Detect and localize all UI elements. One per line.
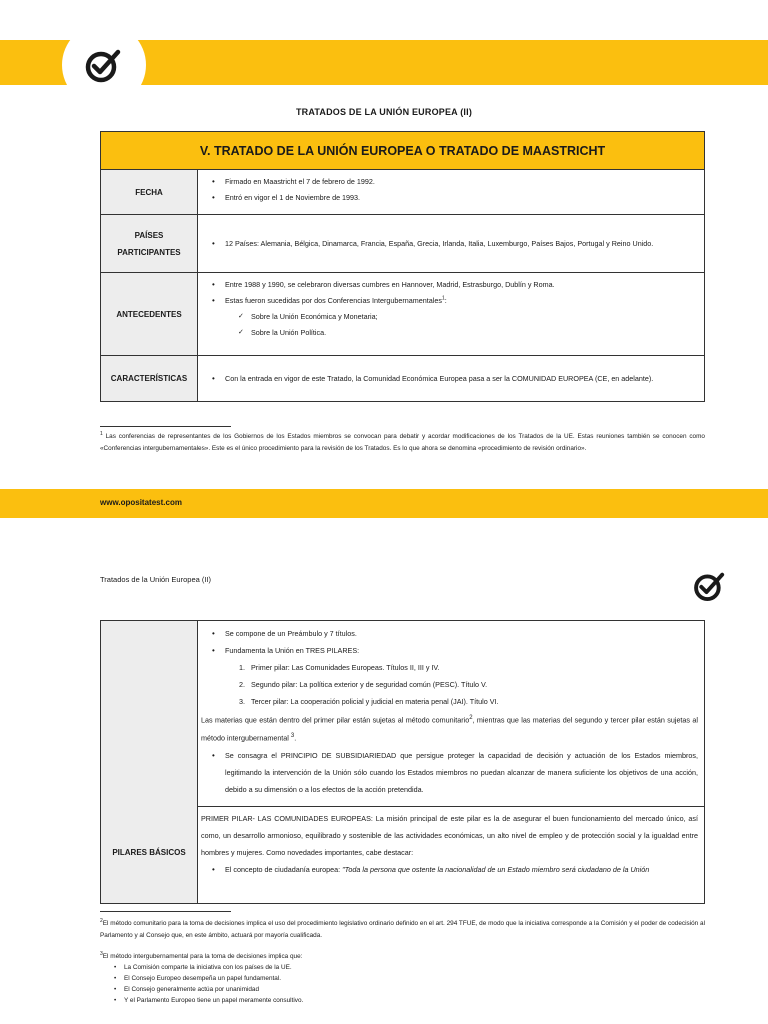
primer-pilar (198, 807, 704, 903)
website-link[interactable]: www.opositatest.com (100, 498, 182, 507)
pillar-item: 2. Segundo pilar: La política exterior y de seguridad común (PESC). Título V. (239, 680, 488, 689)
footnote-ref[interactable]: 2 (469, 715, 473, 721)
list-item: • Se consagra el PRINCIPIO DE SUBSIDIARIEDAD que persigue proteger la capacidad de decisión y actuación de los Estados miembros, legitimando la intervención de la Unión sólo cuando los Estados miembros no puedan alcanzar de manera suficiente los objetivos de una acción, debido a su dimensión o a los efectos de la acción pretendida. (212, 747, 698, 798)
footnote-3: $^3$El método intergubernamental para la toma de decisiones implica que: • La Comisión comparte la iniciativa con los países de la UE. • El Consejo Europeo desempeña un papel fundamental. • El Consejo generalmente actúa por unanimidad • Y el Parlamento Europeo tiene un papel meramente consultivo. (100, 951, 705, 1006)
check-item: ✓ Sobre la Unión Económica y Monetaria; (238, 309, 698, 325)
footnote-ref[interactable]: 3 (290, 733, 295, 740)
row-content (198, 215, 704, 272)
row-label: FECHA (101, 170, 198, 214)
list-item: • El concepto de ciudadanía europea: "Toda la persona que ostente la nacionalidad de un Estado miembro será ciudadano de la Unión (212, 861, 698, 878)
list-item: • Estas fueron sucedidas por dos Conferencias Intergubernamentales$^1$: (212, 293, 698, 309)
row-label: PILARES BÁSICOS (101, 621, 198, 903)
row-caracteristicas (101, 356, 704, 401)
pilares-structure (198, 621, 704, 807)
list-item: • La Comisión comparte la iniciativa con los países de la UE. (100, 962, 705, 973)
document-title: TRATADOS DE LA UNIÓN EUROPEA (II) (295, 107, 473, 117)
footnote-2: $^2$El método comunitario para la toma de decisiones implica el uso del procedimiento legislativo ordinario definido en el art. 294 TFUE, de modo que la iniciativa corresponde a la Comisión y el poder de codecisión al Parlamento y al Consejo que, en este ámbito, actuará por mayoría cualificada. (100, 917, 705, 939)
row-content (198, 170, 704, 214)
row-content (198, 356, 704, 401)
pillar-item: 1. Primer pilar: Las Comunidades Europeas. Títulos II, III y IV. (239, 663, 440, 672)
check-circle-icon (81, 42, 127, 88)
row-fecha (101, 170, 704, 215)
list-item: • El Consejo Europeo desempeña un papel fundamental. (100, 973, 705, 984)
pilares-table (100, 620, 705, 904)
row-label: PAÍSES PARTICIPANTES (101, 215, 198, 272)
list-item: • El Consejo generalmente actúa por unanimidad (100, 984, 705, 995)
list-item: • Firmado en Maastricht el 7 de febrero de 1992. (212, 174, 698, 190)
check-item: ✓ Sobre la Unión Política. (238, 325, 698, 341)
list-item: • Entró en vigor el 1 de Noviembre de 1993. (212, 190, 698, 206)
footnote-separator (100, 911, 231, 912)
paragraph: Las materias que están dentro del primer pilar están sujetas al método comunitario$^2$, mientras que las materias del segundo y tercer pilar están sujetas al método intergubernamental $^3$. (201, 715, 698, 743)
pillar-item: 3. Tercer pilar: La cooperación policial y judicial en materia penal (JAI). Título VI. (239, 697, 499, 706)
row-label: CARACTERÍSTICAS (101, 356, 198, 401)
row-antecedentes (101, 273, 704, 356)
list-item: • Y el Parlamento Europeo tiene un papel meramente consultivo. (100, 995, 705, 1006)
paragraph: PRIMER PILAR- LAS COMUNIDADES EUROPEAS: La misión principal de este pilar es la de asegurar el buen funcionamiento del mercado único, así como, un desarrollo armonioso, equilibrado y sostenible de las actividades económicas, un alto nivel de empleo y de protección social y la igualdad entre hombres y mujeres. Como novedades importantes, cabe destacar: (201, 814, 698, 857)
row-paises (101, 215, 704, 273)
list-item: • Con la entrada en vigor de este Tratado, la Comunidad Económica Europea pasa a ser la COMUNIDAD EUROPEA (CE, en adelante). (212, 371, 698, 387)
footnote-1: $^1$ Las conferencias de representantes de los Gobiernos de los Estados miembros se convocan para debatir y acordar modificaciones de los Tratados de la UE. Estas reuniones también se conocen como «Conferencias intergubernamentales». Este es el único procedimiento para la revisión de los Tratados. Es lo que ahora se denomina «procedimiento de revisión ordinario». (100, 430, 705, 452)
check-circle-icon (690, 566, 730, 606)
footnote-ref[interactable]: 1 (441, 295, 445, 302)
footnote-separator (100, 426, 231, 427)
list-item: • Se compone de un Preámbulo y 7 títulos. (212, 625, 698, 642)
list-item: • 12 Países: Alemania, Bélgica, Dinamarca, Francia, España, Grecia, Irlanda, Italia, Luxemburgo, Países Bajos, Portugal y Reino Unido. (212, 236, 698, 252)
running-header: Tratados de la Unión Europea (II) (100, 575, 212, 584)
row-label: ANTECEDENTES (101, 273, 198, 355)
list-item: • Fundamenta la Unión en TRES PILARES: (212, 642, 698, 659)
row-content (198, 273, 704, 355)
treaty-table-heading: V. TRATADO DE LA UNIÓN EUROPEA O TRATADO DE MAASTRICHT (101, 132, 704, 170)
list-item: • Entre 1988 y 1990, se celebraron diversas cumbres en Hannover, Madrid, Estrasburgo, Dublín y Roma. (212, 277, 698, 293)
treaty-table (100, 131, 705, 402)
logo-badge (62, 23, 146, 107)
row-content (198, 621, 704, 903)
